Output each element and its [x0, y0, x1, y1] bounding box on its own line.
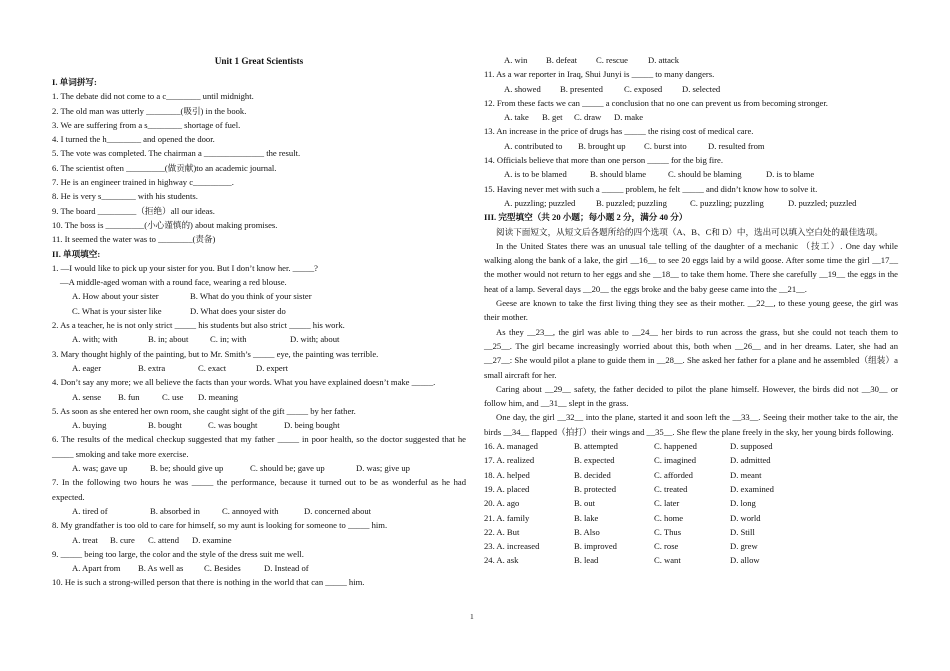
option: 21. A. family	[484, 512, 530, 523]
spelling-item: 6. The scientist often _________(做贡献)to an academic journal.	[52, 162, 277, 173]
option-row	[52, 304, 466, 318]
option: B. What do you think of your sister	[190, 291, 312, 302]
option: A. tired of	[72, 505, 108, 516]
spelling-item: 5. The vote was completed. The chairman a ______________ the result.	[52, 148, 301, 159]
option: D. puzzled; puzzled	[788, 197, 857, 208]
option: C. happened	[654, 441, 697, 452]
cloze-option-row	[484, 453, 898, 467]
option: D. meant	[730, 469, 762, 480]
question-stem: 4. Don’t say any more; we all believe the facts than your words. What you have explained doesn’t make _____.	[52, 377, 436, 388]
option: B. Also	[574, 526, 600, 537]
spelling-item: 2. The old man was utterly ________(吸引) in the book.	[52, 105, 247, 116]
option: C. Besides	[204, 563, 241, 574]
option: D. examine	[192, 534, 232, 545]
question-stem: —A middle-aged woman with a round face, wearing a red blouse.	[60, 277, 287, 288]
question-stem: 7. In the following two hours he was _____ the performance, because it turned out to be as wonderful as he had expected.	[52, 477, 466, 502]
question-stem: 15. Having never met with such a _____ problem, he felt _____ and didn’t know how to solve it.	[484, 183, 818, 194]
option-row	[52, 418, 466, 432]
passage-paragraph: One day, the girl __32__ into the plane, started it and soon left the __33__. Seeing their mother take to the air, the birds __34__ flapped（拍打）their wings and __35__. She flew the plane freely in the sky, her young birds following.	[484, 412, 898, 437]
option: A. treat	[72, 534, 98, 545]
cloze-option-row	[484, 511, 898, 525]
question-stem: 11. As a war reporter in Iraq, Shui Junyi is _____ to many dangers.	[484, 69, 715, 80]
section-heading-spelling: I. 单词拼写:	[52, 77, 97, 87]
option: C. exposed	[624, 83, 663, 94]
option: A. contributed to	[504, 140, 563, 151]
option: B. decided	[574, 469, 611, 480]
option: A. sense	[72, 391, 102, 402]
cloze-option-row	[484, 496, 898, 510]
option: D. resulted from	[708, 140, 765, 151]
option: D. What does your sister do	[190, 305, 286, 316]
option-row	[484, 167, 898, 181]
option: D. is to blame	[766, 169, 815, 180]
section-heading-choice: II. 单项填空:	[52, 248, 101, 259]
option: A. is to be blamed	[504, 169, 567, 180]
option: A. showed	[504, 83, 541, 94]
option: D. meaning	[198, 391, 239, 402]
option-row	[484, 139, 898, 153]
option-row	[52, 533, 466, 547]
option: A. with; with	[72, 334, 118, 345]
option: D. expert	[256, 362, 288, 373]
option: A. win	[504, 55, 528, 65]
option: A. eager	[72, 362, 102, 373]
option-row	[52, 332, 466, 346]
option: D. with; about	[290, 334, 340, 345]
cloze-option-row	[484, 468, 898, 482]
option: C. use	[162, 391, 184, 402]
passage-paragraph: Caring about __29__ safety, the father decided to pilot the plane himself. However, the birds did not __30__ or follow him, and __31__ slept in the grass.	[484, 383, 898, 409]
question-stem: 8. My grandfather is too old to care for himself, so my aunt is looking for someone to _____ him.	[52, 520, 388, 531]
option: B. out	[574, 498, 596, 509]
option: C. rescue	[596, 55, 628, 65]
page-title: Unit 1 Great Scientists	[214, 56, 304, 66]
option: C. in; with	[210, 334, 247, 345]
option: 16. A. managed	[484, 441, 538, 452]
option: B. fun	[118, 391, 140, 402]
option: D. was; give up	[356, 463, 410, 474]
page-number: 1	[470, 612, 474, 621]
option: C. should be blaming	[668, 169, 742, 180]
option-row	[52, 504, 466, 518]
passage-paragraph: Geese are known to take the first living thing they see as their mother. __22__, to these young geese, the girl was their mother.	[484, 298, 898, 323]
question-stem: 5. As soon as she entered her own room, she caught sight of the gift _____ by her father.	[52, 405, 356, 416]
option: A. buying	[72, 420, 107, 431]
option: D. allow	[730, 555, 760, 566]
option: C. Thus	[654, 526, 682, 537]
option: B. defeat	[546, 55, 578, 65]
passage-paragraph: As they __23__, the girl was able to __24__ her birds to run across the grass, but she could not teach them to __25__. The girl became increasingly worried about this, both when __26__ and in her dreams. Later, she had an __27__: She would pilot a plane to guide them in __28__. She asked her father for a plane and he assembled（组装）a small aircraft for her.	[484, 326, 898, 380]
spelling-item: 9. The board _________（拒绝）all our ideas.	[52, 205, 215, 216]
option: C. attend	[148, 534, 180, 545]
right-column	[484, 53, 898, 568]
option-row	[484, 82, 898, 96]
option: A. was; gave up	[72, 463, 128, 474]
option: 23. A. increased	[484, 541, 540, 552]
cloze-option-row	[484, 439, 898, 453]
question-stem: 12. From these facts we can _____ a conclusion that no one can prevent us from becoming stronger.	[484, 97, 828, 108]
option: C. should be; gave up	[250, 463, 325, 474]
option: B. protected	[574, 483, 616, 494]
section-heading-cloze: III. 完型填空（共 20 小题；每小题 2 分，满分 40 分）	[484, 212, 688, 223]
option-row	[52, 289, 466, 303]
option: B. get	[542, 112, 563, 123]
option: D. grew	[730, 541, 758, 552]
option: A. Apart from	[72, 563, 121, 574]
question-stem: 1. —I would like to pick up your sister for you. But I don’t know her. _____?	[52, 262, 318, 273]
cloze-option-row	[484, 553, 898, 567]
option-row	[52, 361, 466, 375]
option: A. puzzling; puzzled	[504, 197, 576, 208]
cloze-option-row	[484, 539, 898, 553]
option: 19. A. placed	[484, 483, 530, 494]
option: 17. A. realized	[484, 455, 535, 466]
option: C. What is your sister like	[72, 305, 162, 316]
option: D. attack	[648, 55, 680, 65]
option-row	[52, 390, 466, 404]
question-stem: 9. _____ being too large, the color and the style of the dress suit me well.	[52, 548, 304, 559]
option: D. Instead of	[264, 563, 309, 574]
option: B. puzzled; puzzling	[596, 197, 667, 208]
question-stem: 10. He is such a strong-willed person that there is nothing in the world that can _____ him.	[52, 577, 365, 588]
option: C. treated	[654, 483, 688, 494]
option-row	[484, 110, 898, 124]
option: B. attempted	[574, 441, 618, 452]
option: C. burst into	[644, 140, 687, 151]
option-row	[484, 53, 898, 67]
spelling-item: 4. I turned the h________ and opened the door.	[52, 134, 215, 145]
option-row	[52, 561, 466, 575]
option: B. bought	[148, 420, 182, 431]
option: D. supposed	[730, 441, 773, 452]
cloze-option-row	[484, 482, 898, 496]
option: C. later	[654, 498, 680, 509]
spelling-item: 11. It seemed the water was to ________(责备)	[52, 234, 216, 245]
option: B. brought up	[578, 140, 626, 151]
option: 24. A. ask	[484, 555, 519, 566]
option: D. concerned about	[304, 505, 372, 516]
spelling-item: 3. We are suffering from a s________ shortage of fuel.	[52, 119, 241, 130]
option: C. afforded	[654, 469, 693, 480]
option: C. imagined	[654, 455, 697, 466]
left-column	[52, 0, 466, 590]
question-stem: 14. Officials believe that more than one person _____ for the big fire.	[484, 155, 723, 166]
option: B. extra	[138, 362, 166, 373]
option: 20. A. ago	[484, 498, 520, 509]
option: D. long	[730, 498, 756, 509]
option: B. cure	[110, 534, 135, 545]
option-row	[484, 196, 898, 210]
option: B. in; about	[148, 334, 189, 345]
option: B. As well as	[138, 563, 184, 574]
option: C. was bought	[208, 420, 258, 431]
spelling-item: 1. The debate did not come to a c________ until midnight.	[52, 91, 254, 102]
option: B. improved	[574, 541, 617, 552]
option: A. take	[504, 112, 529, 123]
option: D. being bought	[284, 420, 340, 431]
option: B. lake	[574, 512, 599, 523]
option: B. absorbed in	[150, 505, 200, 516]
spelling-item: 8. He is very s________ with his students.	[52, 191, 198, 202]
option: C. want	[654, 555, 681, 566]
option-row	[52, 461, 466, 475]
option: D. examined	[730, 483, 774, 494]
option: C. rose	[654, 541, 679, 552]
option: D. make	[614, 112, 644, 123]
question-stem: 3. Mary thought highly of the painting, but to Mr. Smith’s _____ eye, the painting was terrible.	[52, 348, 379, 359]
question-stem: 13. An increase in the price of drugs has _____ the rising cost of medical care.	[484, 126, 754, 137]
option: C. annoyed with	[222, 505, 279, 516]
option: A. How about your sister	[72, 291, 159, 302]
option: D. world	[730, 512, 761, 523]
option: C. puzzling; puzzling	[690, 197, 764, 208]
spelling-item: 7. He is an engineer trained in highway c_________.	[52, 177, 234, 188]
option: 22. A. But	[484, 526, 520, 537]
option: D. admitted	[730, 455, 771, 466]
option: B. lead	[574, 555, 599, 566]
option: C. draw	[574, 112, 602, 123]
option: C. home	[654, 512, 684, 523]
option: B. be; should give up	[150, 463, 224, 474]
option: B. expected	[574, 455, 615, 466]
option: B. should blame	[590, 169, 647, 180]
passage-paragraph: In the United States there was an unusual tale telling of the daughter of a mechanic （技工）. One day while walking along the bank of a lake, the girl __16__ to see 20 eggs laid by a wild goose. After some time the girl __17__ the mother would not return to her eggs and she __18__ to take them home. There she carefully __19__ the eggs in the heat of a lamp. Several days __20__ the eggs broke and the baby geese came into the __21__.	[484, 240, 898, 294]
option: C. exact	[198, 362, 227, 373]
instructions: 阅读下面短文，从短文后各题所给的四个选项（A、B、C和 D）中，选出可以填入空白处的最佳选项。	[496, 226, 883, 237]
question-stem: 6. The results of the medical checkup suggested that my father _____ in poor health, so the doctor suggested that he _____ smoking and take more exercise.	[52, 434, 466, 459]
option: 18. A. helped	[484, 469, 530, 480]
option: B. presented	[560, 83, 603, 94]
option: D. selected	[682, 83, 721, 94]
option: D. Still	[730, 526, 755, 537]
question-stem: 2. As a teacher, he is not only strict _____ his students but also strict _____ his work.	[52, 320, 345, 331]
cloze-option-row	[484, 525, 898, 539]
spelling-item: 10. The boss is _________(小心谨慎的) about making promises.	[52, 219, 278, 230]
